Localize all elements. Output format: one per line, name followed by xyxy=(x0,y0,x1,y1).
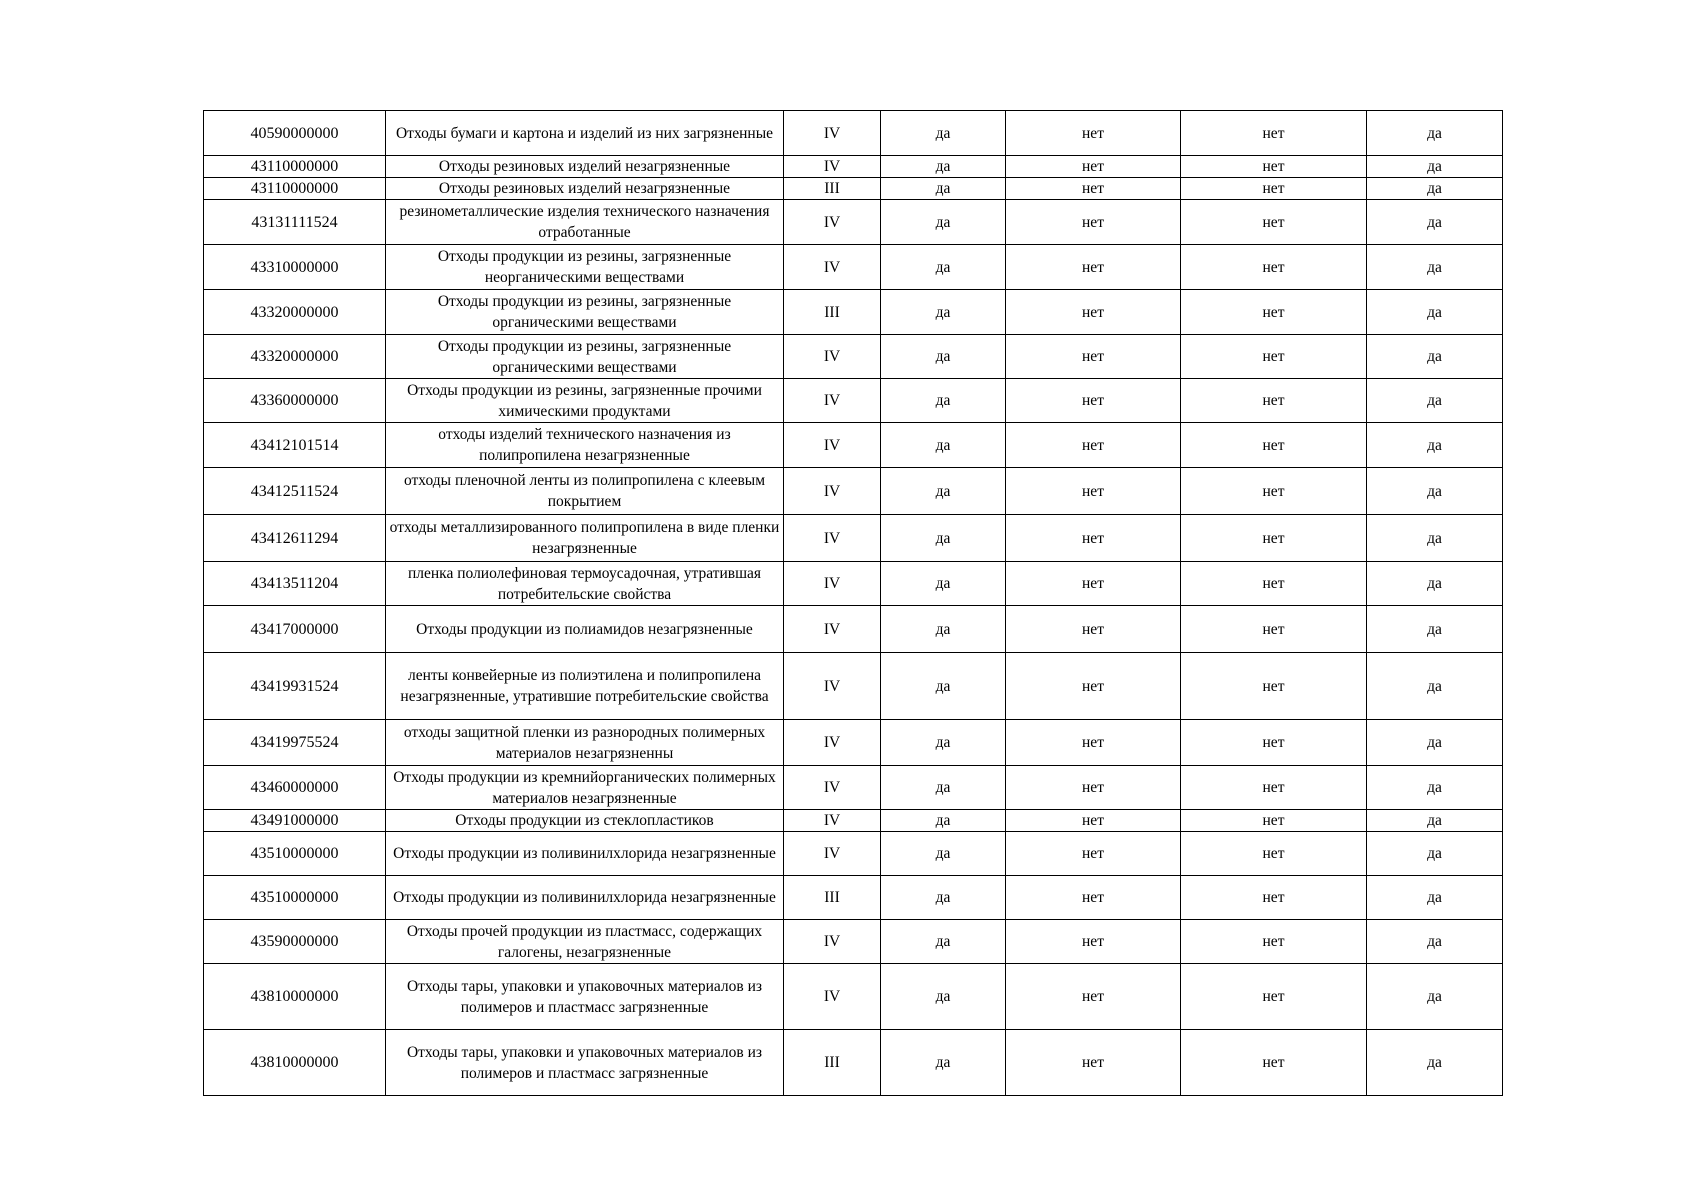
column-4-cell: да xyxy=(881,720,1006,766)
column-7-cell: да xyxy=(1367,178,1503,200)
column-4-cell: да xyxy=(881,766,1006,810)
waste-name-cell: Отходы продукции из поливинилхлорида незагрязненные xyxy=(386,876,784,920)
table-row xyxy=(204,964,1503,1030)
hazard-class-cell: III xyxy=(784,290,881,335)
waste-name-cell: отходы металлизированного полипропилена в виде пленки незагрязненные xyxy=(386,515,784,562)
waste-table xyxy=(203,110,1503,1096)
waste-code-cell: 43320000000 xyxy=(204,335,386,379)
hazard-class-cell: IV xyxy=(784,335,881,379)
column-4-cell: да xyxy=(881,379,1006,423)
hazard-class-cell: IV xyxy=(784,720,881,766)
table-row xyxy=(204,720,1503,766)
waste-name-cell: Отходы продукции из стеклопластиков xyxy=(386,810,784,832)
hazard-class-cell: IV xyxy=(784,200,881,245)
waste-code-cell: 43320000000 xyxy=(204,290,386,335)
waste-code-cell: 43419975524 xyxy=(204,720,386,766)
waste-name-cell: Отходы продукции из резины, загрязненные органическими веществами xyxy=(386,335,784,379)
column-4-cell: да xyxy=(881,920,1006,964)
table-row xyxy=(204,876,1503,920)
column-6-cell: нет xyxy=(1181,920,1367,964)
table-row xyxy=(204,335,1503,379)
waste-name-cell: отходы изделий технического назначения из полипропилена незагрязненные xyxy=(386,423,784,468)
hazard-class-cell: IV xyxy=(784,810,881,832)
column-5-cell: нет xyxy=(1006,964,1181,1030)
waste-name-cell: Отходы продукции из резины, загрязненные органическими веществами xyxy=(386,290,784,335)
column-6-cell: нет xyxy=(1181,562,1367,606)
column-7-cell: да xyxy=(1367,423,1503,468)
column-5-cell: нет xyxy=(1006,468,1181,515)
hazard-class-cell: IV xyxy=(784,562,881,606)
table-row xyxy=(204,1030,1503,1096)
column-6-cell: нет xyxy=(1181,156,1367,178)
waste-code-cell: 43590000000 xyxy=(204,920,386,964)
waste-name-cell: Отходы продукции из резины, загрязненные прочими химическими продуктами xyxy=(386,379,784,423)
hazard-class-cell: IV xyxy=(784,766,881,810)
column-7-cell: да xyxy=(1367,379,1503,423)
column-7-cell: да xyxy=(1367,876,1503,920)
column-4-cell: да xyxy=(881,200,1006,245)
column-4-cell: да xyxy=(881,468,1006,515)
waste-name-cell: Отходы тары, упаковки и упаковочных материалов из полимеров и пластмасс загрязненные xyxy=(386,1030,784,1096)
column-4-cell: да xyxy=(881,156,1006,178)
column-4-cell: да xyxy=(881,562,1006,606)
waste-name-cell: Отходы продукции из поливинилхлорида незагрязненные xyxy=(386,832,784,876)
column-4-cell: да xyxy=(881,964,1006,1030)
column-7-cell: да xyxy=(1367,200,1503,245)
column-7-cell: да xyxy=(1367,720,1503,766)
hazard-class-cell: IV xyxy=(784,423,881,468)
column-7-cell: да xyxy=(1367,515,1503,562)
hazard-class-cell: IV xyxy=(784,920,881,964)
column-6-cell: нет xyxy=(1181,423,1367,468)
hazard-class-cell: IV xyxy=(784,379,881,423)
waste-name-cell: отходы защитной пленки из разнородных полимерных материалов незагрязненны xyxy=(386,720,784,766)
table-row xyxy=(204,515,1503,562)
column-7-cell: да xyxy=(1367,766,1503,810)
column-5-cell: нет xyxy=(1006,245,1181,290)
hazard-class-cell: IV xyxy=(784,111,881,156)
column-5-cell: нет xyxy=(1006,200,1181,245)
table-row xyxy=(204,832,1503,876)
table-row xyxy=(204,810,1503,832)
column-5-cell: нет xyxy=(1006,379,1181,423)
column-6-cell: нет xyxy=(1181,1030,1367,1096)
waste-name-cell: Отходы резиновых изделий незагрязненные xyxy=(386,156,784,178)
column-4-cell: да xyxy=(881,1030,1006,1096)
column-6-cell: нет xyxy=(1181,335,1367,379)
column-6-cell: нет xyxy=(1181,964,1367,1030)
column-6-cell: нет xyxy=(1181,200,1367,245)
waste-name-cell: Отходы продукции из резины, загрязненные неорганическими веществами xyxy=(386,245,784,290)
column-6-cell: нет xyxy=(1181,515,1367,562)
column-7-cell: да xyxy=(1367,468,1503,515)
waste-code-cell: 40590000000 xyxy=(204,111,386,156)
column-5-cell: нет xyxy=(1006,178,1181,200)
column-6-cell: нет xyxy=(1181,876,1367,920)
waste-code-cell: 43417000000 xyxy=(204,606,386,653)
column-4-cell: да xyxy=(881,515,1006,562)
column-5-cell: нет xyxy=(1006,653,1181,720)
table-body xyxy=(204,111,1503,1096)
waste-name-cell: резинометаллические изделия технического назначения отработанные xyxy=(386,200,784,245)
column-6-cell: нет xyxy=(1181,379,1367,423)
column-5-cell: нет xyxy=(1006,876,1181,920)
column-4-cell: да xyxy=(881,245,1006,290)
table-row xyxy=(204,468,1503,515)
column-4-cell: да xyxy=(881,606,1006,653)
column-6-cell: нет xyxy=(1181,111,1367,156)
waste-code-cell: 43412101514 xyxy=(204,423,386,468)
waste-name-cell: Отходы бумаги и картона и изделий из них загрязненные xyxy=(386,111,784,156)
waste-name-cell: Отходы продукции из кремнийорганических полимерных материалов незагрязненные xyxy=(386,766,784,810)
hazard-class-cell: IV xyxy=(784,515,881,562)
table-row xyxy=(204,245,1503,290)
hazard-class-cell: III xyxy=(784,178,881,200)
waste-code-cell: 43412611294 xyxy=(204,515,386,562)
column-7-cell: да xyxy=(1367,964,1503,1030)
table-row xyxy=(204,290,1503,335)
column-5-cell: нет xyxy=(1006,562,1181,606)
column-6-cell: нет xyxy=(1181,766,1367,810)
waste-code-cell: 43360000000 xyxy=(204,379,386,423)
waste-code-cell: 43110000000 xyxy=(204,156,386,178)
column-7-cell: да xyxy=(1367,245,1503,290)
waste-name-cell: Отходы продукции из полиамидов незагрязненные xyxy=(386,606,784,653)
waste-name-cell: отходы пленочной ленты из полипропилена с клеевым покрытием xyxy=(386,468,784,515)
column-7-cell: да xyxy=(1367,606,1503,653)
column-6-cell: нет xyxy=(1181,720,1367,766)
column-5-cell: нет xyxy=(1006,920,1181,964)
waste-code-cell: 43510000000 xyxy=(204,832,386,876)
waste-code-cell: 43460000000 xyxy=(204,766,386,810)
waste-code-cell: 43131111524 xyxy=(204,200,386,245)
column-5-cell: нет xyxy=(1006,515,1181,562)
column-7-cell: да xyxy=(1367,653,1503,720)
column-4-cell: да xyxy=(881,423,1006,468)
column-6-cell: нет xyxy=(1181,245,1367,290)
column-6-cell: нет xyxy=(1181,468,1367,515)
waste-code-cell: 43810000000 xyxy=(204,964,386,1030)
waste-code-cell: 43810000000 xyxy=(204,1030,386,1096)
column-4-cell: да xyxy=(881,876,1006,920)
column-4-cell: да xyxy=(881,653,1006,720)
column-6-cell: нет xyxy=(1181,178,1367,200)
table-row xyxy=(204,156,1503,178)
hazard-class-cell: III xyxy=(784,876,881,920)
table-row xyxy=(204,178,1503,200)
column-5-cell: нет xyxy=(1006,810,1181,832)
column-7-cell: да xyxy=(1367,290,1503,335)
column-5-cell: нет xyxy=(1006,720,1181,766)
waste-code-cell: 43412511524 xyxy=(204,468,386,515)
column-4-cell: да xyxy=(881,111,1006,156)
hazard-class-cell: IV xyxy=(784,653,881,720)
waste-name-cell: Отходы тары, упаковки и упаковочных материалов из полимеров и пластмасс загрязненные xyxy=(386,964,784,1030)
waste-code-cell: 43510000000 xyxy=(204,876,386,920)
table-row xyxy=(204,562,1503,606)
column-6-cell: нет xyxy=(1181,606,1367,653)
table-row xyxy=(204,111,1503,156)
waste-code-cell: 43310000000 xyxy=(204,245,386,290)
column-6-cell: нет xyxy=(1181,290,1367,335)
column-5-cell: нет xyxy=(1006,1030,1181,1096)
column-7-cell: да xyxy=(1367,156,1503,178)
waste-name-cell: Отходы прочей продукции из пластмасс, содержащих галогены, незагрязненные xyxy=(386,920,784,964)
hazard-class-cell: III xyxy=(784,1030,881,1096)
hazard-class-cell: IV xyxy=(784,964,881,1030)
column-7-cell: да xyxy=(1367,832,1503,876)
column-4-cell: да xyxy=(881,335,1006,379)
waste-code-cell: 43491000000 xyxy=(204,810,386,832)
waste-code-cell: 43419931524 xyxy=(204,653,386,720)
column-4-cell: да xyxy=(881,832,1006,876)
column-7-cell: да xyxy=(1367,562,1503,606)
table-row xyxy=(204,200,1503,245)
column-7-cell: да xyxy=(1367,920,1503,964)
table-row xyxy=(204,423,1503,468)
hazard-class-cell: IV xyxy=(784,606,881,653)
column-7-cell: да xyxy=(1367,1030,1503,1096)
column-5-cell: нет xyxy=(1006,335,1181,379)
waste-name-cell: пленка полиолефиновая термоусадочная, утратившая потребительские свойства xyxy=(386,562,784,606)
column-7-cell: да xyxy=(1367,810,1503,832)
column-6-cell: нет xyxy=(1181,832,1367,876)
column-4-cell: да xyxy=(881,810,1006,832)
waste-code-cell: 43413511204 xyxy=(204,562,386,606)
table-row xyxy=(204,606,1503,653)
column-4-cell: да xyxy=(881,290,1006,335)
table-row xyxy=(204,920,1503,964)
column-5-cell: нет xyxy=(1006,832,1181,876)
column-5-cell: нет xyxy=(1006,290,1181,335)
table-row xyxy=(204,766,1503,810)
column-6-cell: нет xyxy=(1181,653,1367,720)
column-5-cell: нет xyxy=(1006,766,1181,810)
column-7-cell: да xyxy=(1367,111,1503,156)
column-5-cell: нет xyxy=(1006,606,1181,653)
column-7-cell: да xyxy=(1367,335,1503,379)
hazard-class-cell: IV xyxy=(784,832,881,876)
column-6-cell: нет xyxy=(1181,810,1367,832)
table-row xyxy=(204,653,1503,720)
column-5-cell: нет xyxy=(1006,423,1181,468)
column-5-cell: нет xyxy=(1006,111,1181,156)
hazard-class-cell: IV xyxy=(784,245,881,290)
column-4-cell: да xyxy=(881,178,1006,200)
hazard-class-cell: IV xyxy=(784,468,881,515)
table-row xyxy=(204,379,1503,423)
waste-code-cell: 43110000000 xyxy=(204,178,386,200)
waste-name-cell: Отходы резиновых изделий незагрязненные xyxy=(386,178,784,200)
column-5-cell: нет xyxy=(1006,156,1181,178)
hazard-class-cell: IV xyxy=(784,156,881,178)
waste-name-cell: ленты конвейерные из полиэтилена и полипропилена незагрязненные, утратившие потребительские свойства xyxy=(386,653,784,720)
